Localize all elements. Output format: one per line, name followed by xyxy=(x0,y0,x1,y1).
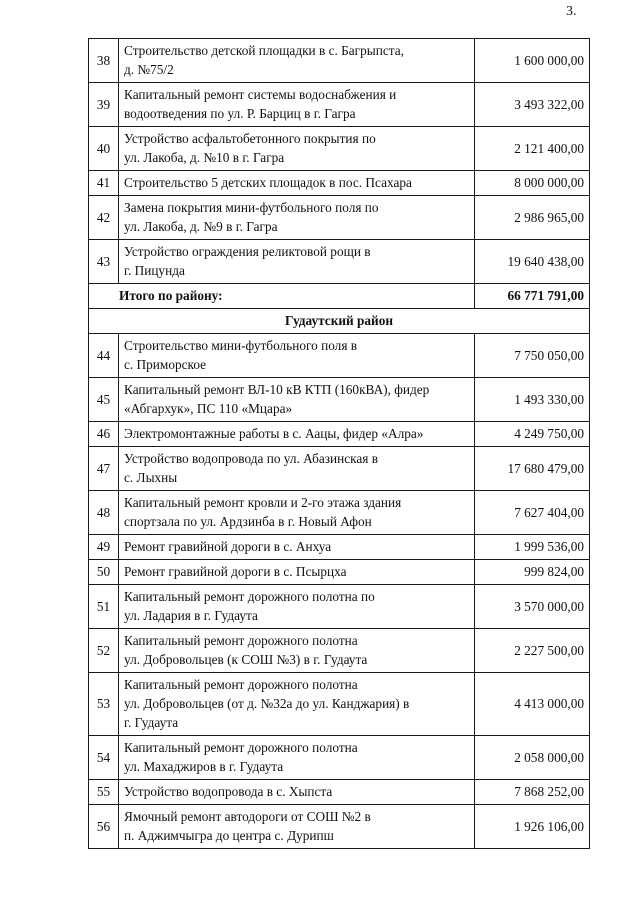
description-line: с. Приморское xyxy=(124,357,207,372)
amount-cell: 2 121 400,00 xyxy=(475,127,590,171)
amount-cell: 3 493 322,00 xyxy=(475,83,590,127)
table-row xyxy=(89,535,590,560)
description-line: ул. Лакоба, д. №9 в г. Гагра xyxy=(124,219,278,234)
description-line: Капитальный ремонт дорожного полотна xyxy=(124,633,358,648)
row-number: 42 xyxy=(89,196,119,240)
description-line: Устройство водопровода в с. Хыпста xyxy=(124,784,333,799)
table-row xyxy=(89,196,590,240)
description-line: Электромонтажные работы в с. Аацы, фидер «Алра» xyxy=(124,426,424,441)
description-line: водоотведения по ул. Р. Барциц в г. Гагра xyxy=(124,106,356,121)
row-number: 46 xyxy=(89,422,119,447)
amount-cell: 1 600 000,00 xyxy=(475,39,590,83)
page-number: 3. xyxy=(566,4,577,19)
description-line: «Абгархук», ПС 110 «Мцара» xyxy=(124,401,293,416)
work-description xyxy=(119,127,475,171)
rows-before xyxy=(89,39,590,284)
work-description xyxy=(119,629,475,673)
total-row xyxy=(89,284,590,309)
description-line: ул. Добровольцев (от д. №32а до ул. Канджария) в xyxy=(124,696,410,711)
work-description xyxy=(119,535,475,560)
row-number: 49 xyxy=(89,535,119,560)
description-line: Капитальный ремонт дорожного полотна xyxy=(124,740,358,755)
row-number: 52 xyxy=(89,629,119,673)
work-description xyxy=(119,585,475,629)
table-row xyxy=(89,378,590,422)
table-row xyxy=(89,805,590,849)
work-description xyxy=(119,447,475,491)
description-line: Ремонт гравийной дороги в с. Анхуа xyxy=(124,539,332,554)
row-number: 45 xyxy=(89,378,119,422)
work-description xyxy=(119,805,475,849)
description-line: Капитальный ремонт ВЛ-10 кВ КТП (160кВА), фидер xyxy=(124,382,430,397)
description-line: Устройство ограждения реликтовой рощи в xyxy=(124,244,371,259)
table-row xyxy=(89,736,590,780)
description-line: Ремонт гравийной дороги в с. Псырцха xyxy=(124,564,347,579)
description-line: Устройство водопровода по ул. Абазинская в xyxy=(124,451,378,466)
total-section xyxy=(89,284,590,334)
description-line: ул. Лакоба, д. №10 в г. Гагра xyxy=(124,150,285,165)
row-number: 54 xyxy=(89,736,119,780)
work-description xyxy=(119,334,475,378)
work-description xyxy=(119,780,475,805)
table-row xyxy=(89,585,590,629)
table-row xyxy=(89,629,590,673)
amount-cell: 4 249 750,00 xyxy=(475,422,590,447)
row-number: 50 xyxy=(89,560,119,585)
description-line: с. Лыхны xyxy=(124,470,178,485)
description-line: Капитальный ремонт дорожного полотна xyxy=(124,677,358,692)
row-number: 39 xyxy=(89,83,119,127)
amount-cell: 4 413 000,00 xyxy=(475,673,590,736)
description-line: ул. Ладария в г. Гудаута xyxy=(124,608,258,623)
amount-cell: 2 227 500,00 xyxy=(475,629,590,673)
description-line: Строительство 5 детских площадок в пос. Псахара xyxy=(124,175,412,190)
description-line: г. Пицунда xyxy=(124,263,185,278)
row-number: 40 xyxy=(89,127,119,171)
amount-cell: 999 824,00 xyxy=(475,560,590,585)
work-description xyxy=(119,378,475,422)
description-line: Капитальный ремонт кровли и 2-го этажа здания xyxy=(124,495,402,510)
total-label: Итого по району: xyxy=(89,284,475,309)
table-row xyxy=(89,39,590,83)
row-number: 38 xyxy=(89,39,119,83)
description-line: Строительство мини-футбольного поля в xyxy=(124,338,358,353)
work-description xyxy=(119,422,475,447)
description-line: Замена покрытия мини-футбольного поля по xyxy=(124,200,379,215)
row-number: 51 xyxy=(89,585,119,629)
description-line: Устройство асфальтобетонного покрытия по xyxy=(124,131,376,146)
description-line: Капитальный ремонт системы водоснабжения и xyxy=(124,87,397,102)
table-row xyxy=(89,673,590,736)
work-description xyxy=(119,196,475,240)
description-line: Капитальный ремонт дорожного полотна по xyxy=(124,589,375,604)
work-description xyxy=(119,491,475,535)
table-row xyxy=(89,560,590,585)
total-amount: 66 771 791,00 xyxy=(475,284,590,309)
rows-after xyxy=(89,334,590,849)
amount-cell: 1 493 330,00 xyxy=(475,378,590,422)
row-number: 43 xyxy=(89,240,119,284)
work-description xyxy=(119,560,475,585)
amount-cell: 17 680 479,00 xyxy=(475,447,590,491)
budget-table xyxy=(88,38,590,849)
section-title: Гудаутский район xyxy=(89,309,590,334)
amount-cell: 2 986 965,00 xyxy=(475,196,590,240)
amount-cell: 19 640 438,00 xyxy=(475,240,590,284)
table-row xyxy=(89,83,590,127)
description-line: ул. Махаджиров в г. Гудаута xyxy=(124,759,284,774)
description-line: Строительство детской площадки в с. Багрыпста, xyxy=(124,43,404,58)
section-header-row xyxy=(89,309,590,334)
work-description xyxy=(119,240,475,284)
table-row xyxy=(89,780,590,805)
work-description xyxy=(119,171,475,196)
table-row xyxy=(89,171,590,196)
table-row xyxy=(89,422,590,447)
amount-cell: 1 926 106,00 xyxy=(475,805,590,849)
table-row xyxy=(89,127,590,171)
row-number: 53 xyxy=(89,673,119,736)
amount-cell: 3 570 000,00 xyxy=(475,585,590,629)
row-number: 41 xyxy=(89,171,119,196)
row-number: 55 xyxy=(89,780,119,805)
amount-cell: 2 058 000,00 xyxy=(475,736,590,780)
work-description xyxy=(119,39,475,83)
row-number: 47 xyxy=(89,447,119,491)
row-number: 44 xyxy=(89,334,119,378)
table-row xyxy=(89,334,590,378)
work-description xyxy=(119,673,475,736)
description-line: ул. Добровольцев (к СОШ №3) в г. Гудаута xyxy=(124,652,368,667)
table-row xyxy=(89,447,590,491)
description-line: Ямочный ремонт автодороги от СОШ №2 в xyxy=(124,809,371,824)
amount-cell: 7 627 404,00 xyxy=(475,491,590,535)
description-line: спортзала по ул. Ардзинба в г. Новый Афон xyxy=(124,514,372,529)
description-line: г. Гудаута xyxy=(124,715,179,730)
row-number: 56 xyxy=(89,805,119,849)
row-number: 48 xyxy=(89,491,119,535)
work-description xyxy=(119,736,475,780)
description-line: п. Аджимчыгра до центра с. Дурипш xyxy=(124,828,334,843)
amount-cell: 7 750 050,00 xyxy=(475,334,590,378)
description-line: д. №75/2 xyxy=(124,62,174,77)
table-row xyxy=(89,240,590,284)
table-row xyxy=(89,491,590,535)
amount-cell: 7 868 252,00 xyxy=(475,780,590,805)
amount-cell: 8 000 000,00 xyxy=(475,171,590,196)
amount-cell: 1 999 536,00 xyxy=(475,535,590,560)
work-description xyxy=(119,83,475,127)
